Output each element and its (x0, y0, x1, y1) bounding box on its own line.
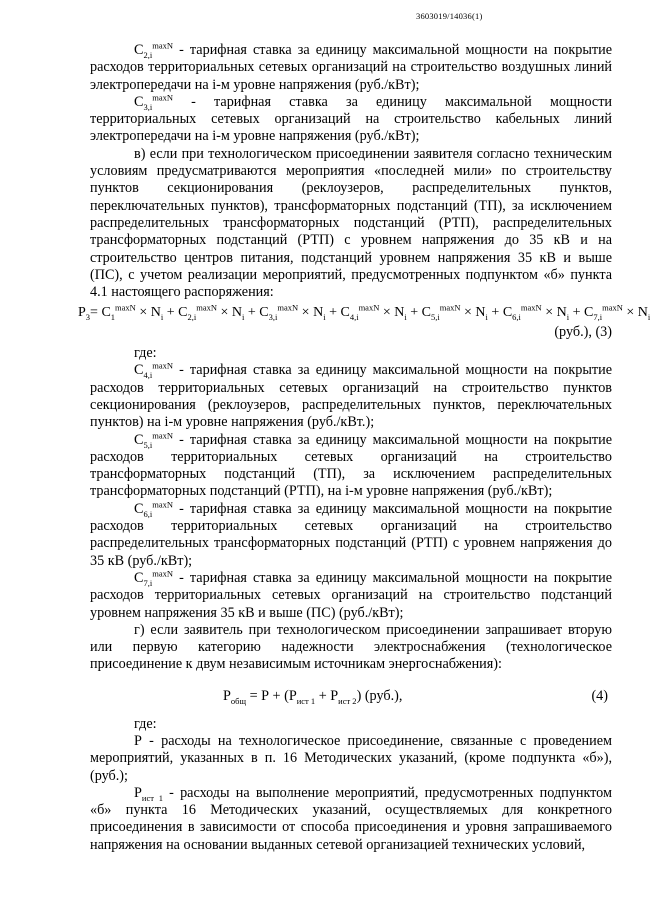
definition-c6: $С_{6,i}^{maxN}$ - тарифная ставка за единицу максимальной мощности на покрытие расходов территориальных сетевых организаций на строительство распределительных трансформаторных подстанций (РТП) с уровнем напряжения до 35 кВ (руб./кВт); (90, 498, 612, 569)
formula-3-expression: $Р_3= С_1^{maxN} \times N_i + С_{2,i}^{maxN} \times N_i + С_{3,i}^{maxN} \times N_i + С_{4,i}^{maxN} \times N_i + С_{5,i}^{maxN} \times N_i + С_{6,i}^{maxN} \times N_i + С_{7,i}^{maxN} \times N_i$ (78, 302, 650, 323)
formula-3-number: (руб.), (3) (554, 323, 612, 340)
where-label-2: где: (134, 715, 157, 732)
formula-4 (90, 686, 612, 708)
formula-4-number: (4) (591, 687, 608, 704)
definition-c5: $С_{5,i}^{maxN}$ - тарифная ставка за единицу максимальной мощности на покрытие расходов территориальных сетевых организаций на строительство трансформаторных подстанций (ТП), за исключением распределительных трансформаторных подстанций (РТП), на i-м уровне напряжения (руб./кВт); (90, 429, 612, 500)
definition-p-ist1: $Р_{ист 1}$ - расходы на выполнение мероприятий, предусмотренных подпунктом «б» пункта 16 Методических указаний, осуществляемых для конкретного присоединения в зависимости от способа присоединения и уровня запрашиваемого напряжения на основании выданных сетевой организацией технических условий, (90, 784, 612, 853)
definition-c3: $С_{3,i}^{maxN}$ - тарифная ставка за единицу максимальной мощности территориальных сетевых организаций на строительство кабельных линий электропередачи на i-м уровне напряжения (руб./кВт); (90, 92, 612, 145)
formula-4-expression: $Р_{общ} = Р + (Р_{ист 1} + Р_{ист 2})$ (руб.), (223, 687, 403, 706)
definition-c2: $С_{2,i}^{maxN}$ - тарифная ставка за единицу максимальной мощности на покрытие расходов территориальных сетевых организаций на строительство воздушных линий электропередачи на i-м уровне напряжения (руб./кВт); (90, 40, 612, 93)
definition-c7: $С_{7,i}^{maxN}$ - тарифная ставка за единицу максимальной мощности на покрытие расходов территориальных сетевых организаций на строительство подстанций уровнем напряжения 35 кВ и выше (ПС) (руб./кВт); (90, 568, 612, 621)
document-number: 3603019/14036(1) (416, 11, 483, 21)
formula-3 (78, 302, 650, 323)
paragraph-g: г) если заявитель при технологическом присоединении запрашивает вторую или первую категорию надежности электроснабжения (технологическое присоединение к двум независимым источникам энергоснабжения): (90, 621, 612, 673)
definition-c4: $С_{4,i}^{maxN}$ - тарифная ставка за единицу максимальной мощности на покрытие расходов территориальных сетевых организаций на строительство пунктов секционирования (реклоузеров, распределительных пунктов, переключательных пунктов) на i-м уровне напряжения (руб./кВт.); (90, 360, 612, 431)
definition-p: Р - расходы на технологическое присоединение, связанные с проведением мероприятий, указанных в п. 16 Методических указаний, (кроме подпункта «б»), (руб.); (90, 732, 612, 784)
where-label: где: (134, 345, 157, 362)
paragraph-v: в) если при технологическом присоединении заявителя согласно техническим условиям предусматриваются мероприятия «последней мили» по строительству пунктов секционирования (реклоузеров, распределительных пунктов, переключательных пунктов), трансформаторных подстанций (ТП), за исключением распределительных трансформаторных подстанций (РТП), распределительных трансформаторных подстанций (РТП) с уровнем напряжения до 35 кВ и на строительство центров питания, подстанций уровнем напряжения 35 кВ и выше (ПС), с учетом реализации мероприятий, предусмотренных подпунктом «б» пункта 4.1 настоящего распоряжения: (90, 145, 612, 301)
document-body (78, 40, 650, 854)
